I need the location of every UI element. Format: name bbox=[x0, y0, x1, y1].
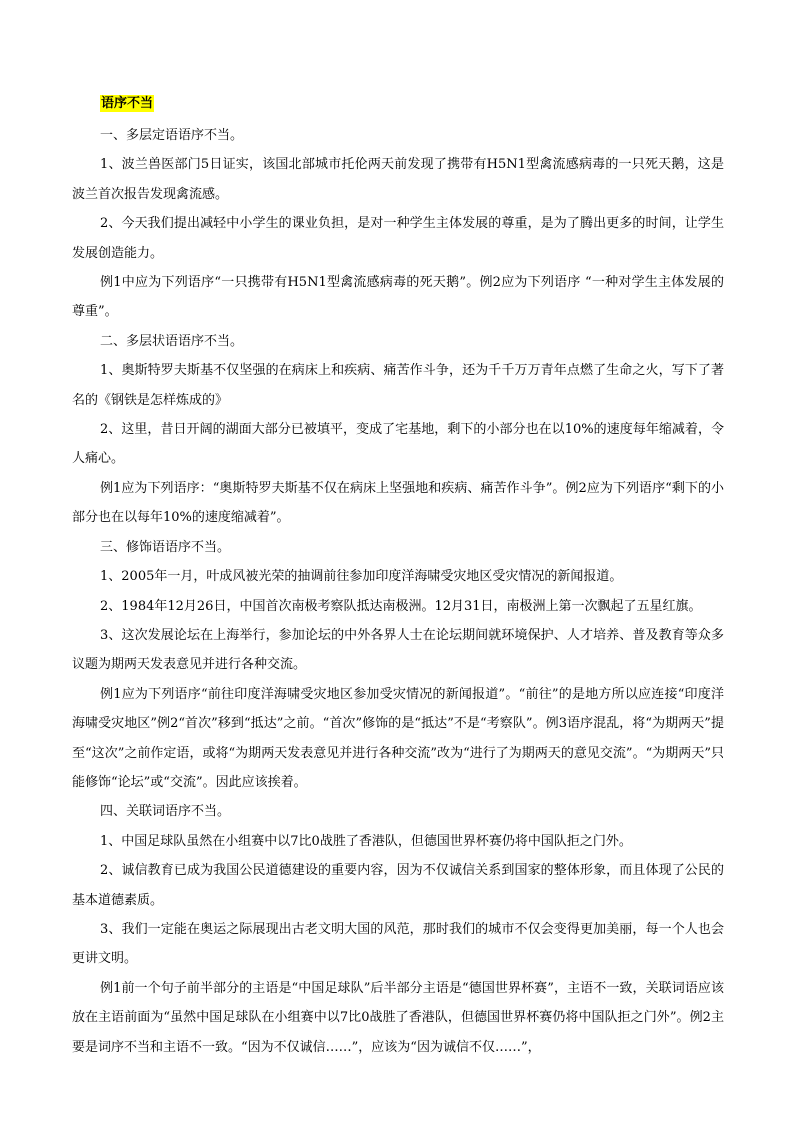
explanation-paragraph: 例1应为下列语序：“奥斯特罗夫斯基不仅在病床上坚强地和疾病、痛苦作斗争”。例2应为下列语序“剩下的小部分也在以每年10%的速度缩减着”。 bbox=[72, 480, 724, 526]
paragraph: 1、奥斯特罗夫斯基不仅坚强的在病床上和疾病、痛苦作斗争，还为千千万万青年点燃了生命之火，写下了著名的《钢铁是怎样炼成的》 bbox=[72, 363, 724, 408]
paragraph: 2、诚信教育已成为我国公民道德建设的重要内容，因为不仅诚信关系到国家的整体形象，而且体现了公民的基本道德素质。 bbox=[72, 863, 724, 908]
paragraph: 2、这里，昔日开阔的湖面大部分已被填平，变成了宅基地，剩下的小部分也在以10%的速度每年缩减着，令人痛心。 bbox=[72, 422, 724, 467]
paragraph: 3、这次发展论坛在上海举行，参加论坛的中外各界人士在论坛期间就环境保护、人才培养、普及教育等众多议题为期两天发表意见并进行各种交流。 bbox=[72, 627, 724, 673]
title-line bbox=[100, 92, 724, 118]
paragraph: 3、我们一定能在奥运之际展现出古老文明大国的风范，那时我们的城市不仅会变得更加美丽，每一个人也会更讲文明。 bbox=[72, 921, 724, 967]
explanation-paragraph: 例1应为下列语序“前往印度洋海啸受灾地区参加受灾情况的新闻报道”。“前往”的是地方所以应连接“印度洋海啸受灾地区”例2“首次”移到“抵达”之前。“首次”修饰的是“抵达”不是“考察队”。例3语序混乱，将“为期两天”提至“这次”之前作定语，或将“为期两天发表意见并进行各种交流”改为“进行了为期两天的意见交流”。“为期两天”只能修饰“论坛”或“交流”。因此应该挨着。 bbox=[72, 686, 724, 790]
paragraph: 1、波兰兽医部门5日证实，该国北部城市托伦两天前发现了携带有H5N1型禽流感病毒的一只死天鹅，这是波兰首次报告发现禽流感。 bbox=[72, 157, 724, 202]
section-title: 语序不当 bbox=[101, 96, 154, 111]
explanation-paragraph: 例1中应为下列语序“一只携带有H5N1型禽流感病毒的死天鹅”。例2应为下列语序 “一种对学生主体发展的尊重”。 bbox=[72, 275, 724, 320]
heading-1: 一、多层定语语序不当。 bbox=[100, 128, 244, 143]
heading-2: 二、多层状语语序不当。 bbox=[100, 333, 244, 349]
paragraph: 1、中国足球队虽然在小组赛中以7比0战胜了香港队，但德国世界杯赛仍将中国队拒之门外。 bbox=[100, 833, 632, 849]
heading-4: 四、关联词语序不当。 bbox=[100, 804, 231, 820]
paragraph: 1、2005年一月，叶成风被光荣的抽调前往参加印度洋海啸受灾地区受灾情况的新闻报道。 bbox=[100, 569, 623, 585]
paragraph: 2、今天我们提出减轻中小学生的课业负担，是对一种学生主体发展的尊重，是为了腾出更多的时间，让学生发展创造能力。 bbox=[72, 216, 724, 261]
document-page bbox=[72, 92, 724, 1062]
paragraph: 2、1984年12月26日，中国首次南极考察队抵达南极洲。12月31日，南极洲上第一次飘起了五星红旗。 bbox=[100, 598, 702, 614]
heading-3: 三、修饰语语序不当。 bbox=[100, 539, 231, 555]
explanation-paragraph: 例1前一个句子前半部分的主语是“中国足球队”后半部分主语是“德国世界杯赛”，主语不一致，关联词语应该放在主语前面为“虽然中国足球队在小组赛中以7比0战胜了香港队，但德国世界杯赛仍将中国队拒之门外”。例2主要是词序不当和主语不一致。“因为不仅诚信……”，应该为“因为诚信不仅……”， bbox=[72, 980, 724, 1055]
